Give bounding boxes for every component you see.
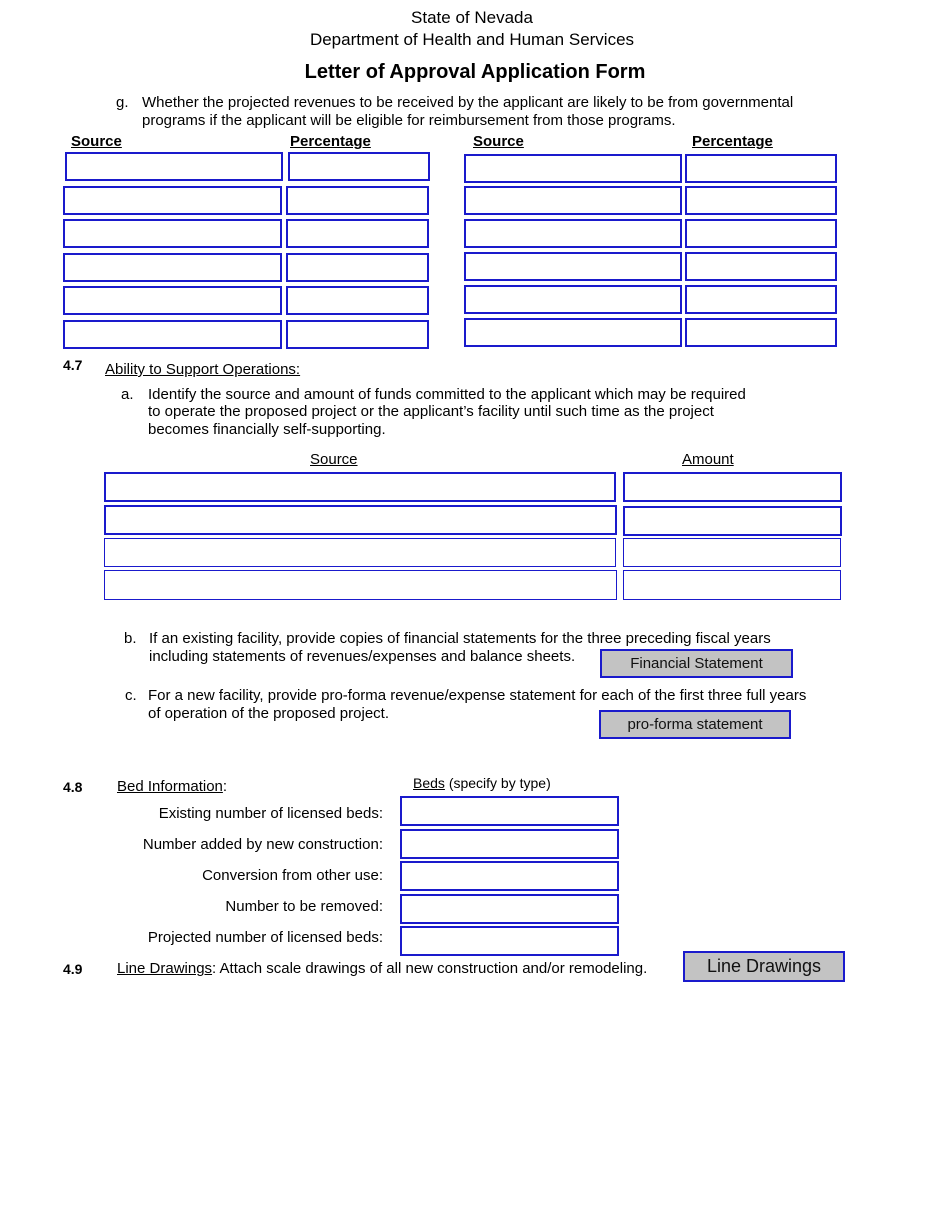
g-source-left-5[interactable] (63, 286, 282, 315)
section-g-text-line2: programs if the applicant will be eligible for reimbursement from those programs. (142, 112, 676, 129)
g-source-left-6[interactable] (63, 320, 282, 349)
g-source-left-2[interactable] (63, 186, 282, 215)
section-4-8-colon: : (222, 778, 228, 795)
section-4-7-b-line1: If an existing facility, provide copies of financial statements for the three preceding fiscal years (149, 630, 771, 647)
g-percentage-left-3[interactable] (286, 219, 429, 248)
funds-amount-3[interactable] (623, 538, 841, 567)
g-source-right-6[interactable] (464, 318, 682, 347)
section-4-9-number: 4.9 (63, 961, 83, 977)
beds-header: Beds (413, 775, 445, 791)
g-source-left-1[interactable] (65, 152, 283, 181)
g-source-right-1[interactable] (464, 154, 682, 183)
section-g-letter: g. (116, 94, 129, 111)
g-source-right-3[interactable] (464, 219, 682, 248)
beds-label-added: Number added by new construction: (142, 836, 383, 853)
section-4-7-a-line1: Identify the source and amount of funds committed to the applicant which may be required (148, 386, 746, 403)
g-source-right-2[interactable] (464, 186, 682, 215)
beds-conversion-input[interactable] (400, 861, 619, 891)
g-col-source-right: Source (473, 133, 524, 150)
section-4-7-c-letter: c. (125, 687, 137, 704)
g-percentage-right-5[interactable] (685, 285, 837, 314)
g-percentage-right-6[interactable] (685, 318, 837, 347)
section-4-7-a-line2: to operate the proposed project or the applicant’s facility until such time as the project (148, 403, 714, 420)
g-percentage-left-5[interactable] (286, 286, 429, 315)
beds-existing-input[interactable] (400, 796, 619, 826)
g-percentage-left-1[interactable] (288, 152, 430, 181)
g-percentage-left-2[interactable] (286, 186, 429, 215)
section-4-8-number: 4.8 (63, 779, 83, 795)
section-4-7-a-line3: becomes financially self-supporting. (148, 421, 386, 438)
section-4-7-b-letter: b. (124, 630, 137, 647)
g-col-percentage-right: Percentage (692, 133, 773, 150)
g-source-right-5[interactable] (464, 285, 682, 314)
beds-header-wrap (413, 775, 551, 791)
g-col-percentage-left: Percentage (290, 133, 371, 150)
section-4-7-a-letter: a. (121, 386, 134, 403)
funds-amount-2[interactable] (623, 506, 842, 536)
funds-amount-4[interactable] (623, 570, 841, 600)
beds-label-removed: Number to be removed: (225, 898, 383, 915)
beds-added-input[interactable] (400, 829, 619, 859)
section-4-8-title-wrap (117, 778, 227, 795)
g-source-left-3[interactable] (63, 219, 282, 248)
funds-source-2[interactable] (104, 505, 617, 535)
section-4-8-title: Bed Information (117, 778, 223, 795)
financial-statement-button[interactable]: Financial Statement (600, 649, 793, 678)
beds-label-projected: Projected number of licensed beds: (147, 929, 383, 946)
beds-label-conversion: Conversion from other use: (202, 867, 383, 884)
g-percentage-right-3[interactable] (685, 219, 837, 248)
beds-projected-input[interactable] (400, 926, 619, 956)
section-g-text-line1: Whether the projected revenues to be received by the applicant are likely to be from governmental (142, 94, 794, 111)
section-4-9-title: Line Drawings (117, 960, 213, 977)
g-percentage-right-4[interactable] (685, 252, 837, 281)
funds-amount-1[interactable] (623, 472, 842, 502)
section-4-9-text: : Attach scale drawings of all new construction and/or remodeling. (212, 960, 648, 977)
beds-removed-input[interactable] (400, 894, 619, 924)
header-department: Department of Health and Human Services (309, 30, 635, 49)
funds-source-3[interactable] (104, 538, 616, 567)
beds-label-existing: Existing number of licensed beds: (158, 805, 383, 822)
funds-col-source: Source (310, 451, 358, 468)
funds-source-4[interactable] (104, 570, 617, 600)
g-source-left-4[interactable] (63, 253, 282, 282)
header-state: State of Nevada (411, 8, 533, 27)
line-drawings-button[interactable]: Line Drawings (683, 951, 845, 982)
g-percentage-left-6[interactable] (286, 320, 429, 349)
section-4-7-number: 4.7 (63, 357, 83, 373)
section-4-7-c-line2: of operation of the proposed project. (148, 705, 389, 722)
section-4-7-c-line1: For a new facility, provide pro-forma revenue/expense statement for each of the first three full years (148, 687, 807, 704)
section-4-7-title: Ability to Support Operations: (105, 361, 301, 378)
pro-forma-statement-button[interactable]: pro-forma statement (599, 710, 791, 739)
g-percentage-left-4[interactable] (286, 253, 429, 282)
g-col-source-left: Source (71, 133, 122, 150)
funds-source-1[interactable] (104, 472, 616, 502)
form-title: Letter of Approval Application Form (304, 61, 646, 83)
section-4-7-b-line2: including statements of revenues/expenses and balance sheets. (149, 648, 576, 665)
g-source-right-4[interactable] (464, 252, 682, 281)
section-4-9-wrap (117, 960, 647, 977)
g-percentage-right-2[interactable] (685, 186, 837, 215)
g-percentage-right-1[interactable] (685, 154, 837, 183)
beds-note: (specify by type) (448, 775, 551, 791)
funds-col-amount: Amount (682, 451, 734, 468)
